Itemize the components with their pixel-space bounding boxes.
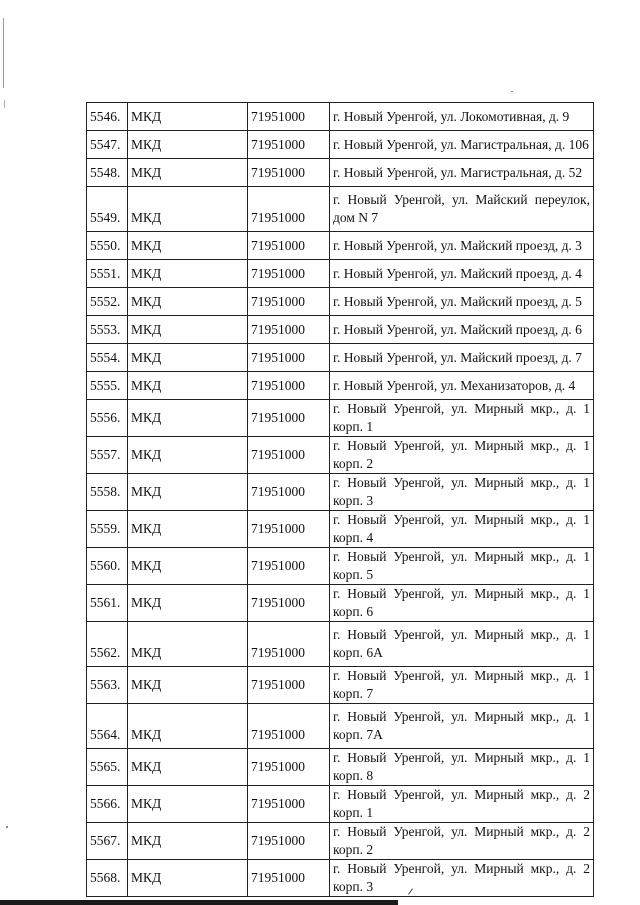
- row-number: 5568.: [87, 860, 128, 897]
- row-number: 5561.: [87, 585, 128, 622]
- oktmo-code: 71951000: [248, 823, 330, 860]
- row-number: 5564.: [87, 704, 128, 749]
- address-cell: г. Новый Уренгой, ул. Мирный мкр., д. 2 корп. 1: [330, 786, 594, 823]
- row-number: 5565.: [87, 749, 128, 786]
- address-cell: г. Новый Уренгой, ул. Мирный мкр., д. 1 корп. 2: [330, 437, 594, 474]
- row-number: 5554.: [87, 344, 128, 372]
- scan-artifact: [6, 826, 8, 828]
- oktmo-code: 71951000: [248, 860, 330, 897]
- address-cell: г. Новый Уренгой, ул. Майский проезд, д. 4: [330, 260, 594, 288]
- object-type: МКД: [128, 548, 248, 585]
- table-row: [87, 704, 594, 749]
- row-number: 5558.: [87, 474, 128, 511]
- address-cell: г. Новый Уренгой, ул. Мирный мкр., д. 2 корп. 2: [330, 823, 594, 860]
- address-cell: г. Новый Уренгой, ул. Майский проезд, д. 5: [330, 288, 594, 316]
- row-number: 5559.: [87, 511, 128, 548]
- row-number: 5551.: [87, 260, 128, 288]
- oktmo-code: 71951000: [248, 131, 330, 159]
- oktmo-code: 71951000: [248, 344, 330, 372]
- table-row: [87, 749, 594, 786]
- object-type: МКД: [128, 860, 248, 897]
- row-number: 5563.: [87, 667, 128, 704]
- table-row: [87, 622, 594, 667]
- address-registry-table: [86, 102, 594, 897]
- address-cell: г. Новый Уренгой, ул. Мирный мкр., д. 1 корп. 6А: [330, 622, 594, 667]
- row-number: 5567.: [87, 823, 128, 860]
- object-type: МКД: [128, 667, 248, 704]
- table-row: [87, 131, 594, 159]
- object-type: МКД: [128, 511, 248, 548]
- oktmo-code: 71951000: [248, 511, 330, 548]
- oktmo-code: 71951000: [248, 786, 330, 823]
- object-type: МКД: [128, 400, 248, 437]
- scan-artifact: [4, 100, 5, 108]
- address-cell: г. Новый Уренгой, ул. Майский проезд, д. 3: [330, 232, 594, 260]
- table-row: [87, 159, 594, 187]
- oktmo-code: 71951000: [248, 288, 330, 316]
- address-cell: г. Новый Уренгой, ул. Локомотивная, д. 9: [330, 103, 594, 131]
- address-cell: г. Новый Уренгой, ул. Майский переулок, дом N 7: [330, 187, 594, 232]
- row-number: 5547.: [87, 131, 128, 159]
- object-type: МКД: [128, 316, 248, 344]
- table-row: [87, 400, 594, 437]
- oktmo-code: 71951000: [248, 187, 330, 232]
- address-cell: г. Новый Уренгой, ул. Магистральная, д. 106: [330, 131, 594, 159]
- row-number: 5548.: [87, 159, 128, 187]
- row-number: 5549.: [87, 187, 128, 232]
- address-cell: г. Новый Уренгой, ул. Мирный мкр., д. 1 корп. 8: [330, 749, 594, 786]
- address-cell: г. Новый Уренгой, ул. Мирный мкр., д. 2 корп. 3: [330, 860, 594, 897]
- address-cell: г. Новый Уренгой, ул. Мирный мкр., д. 1 корп. 7А: [330, 704, 594, 749]
- address-cell: г. Новый Уренгой, ул. Мирный мкр., д. 1 корп. 1: [330, 400, 594, 437]
- address-cell: г. Новый Уренгой, ул. Магистральная, д. 52: [330, 159, 594, 187]
- table-row: [87, 860, 594, 897]
- scan-edge-bar: [0, 900, 398, 905]
- oktmo-code: 71951000: [248, 400, 330, 437]
- object-type: МКД: [128, 344, 248, 372]
- oktmo-code: 71951000: [248, 159, 330, 187]
- table-row: [87, 786, 594, 823]
- oktmo-code: 71951000: [248, 704, 330, 749]
- table-row: [87, 823, 594, 860]
- oktmo-code: 71951000: [248, 622, 330, 667]
- oktmo-code: 71951000: [248, 548, 330, 585]
- object-type: МКД: [128, 437, 248, 474]
- oktmo-code: 71951000: [248, 372, 330, 400]
- object-type: МКД: [128, 622, 248, 667]
- row-number: 5546.: [87, 103, 128, 131]
- object-type: МКД: [128, 260, 248, 288]
- row-number: 5550.: [87, 232, 128, 260]
- table-row: [87, 511, 594, 548]
- oktmo-code: 71951000: [248, 316, 330, 344]
- row-number: 5557.: [87, 437, 128, 474]
- table-row: [87, 260, 594, 288]
- scan-artifact: [3, 18, 4, 88]
- table-row: [87, 187, 594, 232]
- row-number: 5556.: [87, 400, 128, 437]
- table-row: [87, 103, 594, 131]
- object-type: МКД: [128, 103, 248, 131]
- address-cell: г. Новый Уренгой, ул. Мирный мкр., д. 1 корп. 6: [330, 585, 594, 622]
- row-number: 5555.: [87, 372, 128, 400]
- row-number: 5552.: [87, 288, 128, 316]
- row-number: 5560.: [87, 548, 128, 585]
- table-row: [87, 437, 594, 474]
- object-type: МКД: [128, 131, 248, 159]
- object-type: МКД: [128, 159, 248, 187]
- object-type: МКД: [128, 786, 248, 823]
- address-cell: г. Новый Уренгой, ул. Майский проезд, д. 7: [330, 344, 594, 372]
- row-number: 5553.: [87, 316, 128, 344]
- table-row: [87, 548, 594, 585]
- table-row: [87, 344, 594, 372]
- oktmo-code: 71951000: [248, 667, 330, 704]
- address-cell: г. Новый Уренгой, ул. Механизаторов, д. 4: [330, 372, 594, 400]
- table-row: [87, 372, 594, 400]
- object-type: МКД: [128, 288, 248, 316]
- object-type: МКД: [128, 474, 248, 511]
- address-cell: г. Новый Уренгой, ул. Мирный мкр., д. 1 корп. 7: [330, 667, 594, 704]
- row-number: 5562.: [87, 622, 128, 667]
- object-type: МКД: [128, 232, 248, 260]
- table-row: [87, 288, 594, 316]
- object-type: МКД: [128, 823, 248, 860]
- oktmo-code: 71951000: [248, 749, 330, 786]
- oktmo-code: 71951000: [248, 437, 330, 474]
- oktmo-code: 71951000: [248, 474, 330, 511]
- table-row: [87, 474, 594, 511]
- address-cell: г. Новый Уренгой, ул. Мирный мкр., д. 1 корп. 3: [330, 474, 594, 511]
- table-row: [87, 667, 594, 704]
- oktmo-code: 71951000: [248, 260, 330, 288]
- address-cell: г. Новый Уренгой, ул. Мирный мкр., д. 1 корп. 5: [330, 548, 594, 585]
- row-number: 5566.: [87, 786, 128, 823]
- table-row: [87, 316, 594, 344]
- address-cell: г. Новый Уренгой, ул. Мирный мкр., д. 1 корп. 4: [330, 511, 594, 548]
- table-row: [87, 585, 594, 622]
- object-type: МКД: [128, 585, 248, 622]
- scan-artifact: [511, 91, 513, 92]
- object-type: МКД: [128, 187, 248, 232]
- address-cell: г. Новый Уренгой, ул. Майский проезд, д. 6: [330, 316, 594, 344]
- oktmo-code: 71951000: [248, 103, 330, 131]
- object-type: МКД: [128, 704, 248, 749]
- object-type: МКД: [128, 372, 248, 400]
- oktmo-code: 71951000: [248, 232, 330, 260]
- table-row: [87, 232, 594, 260]
- object-type: МКД: [128, 749, 248, 786]
- oktmo-code: 71951000: [248, 585, 330, 622]
